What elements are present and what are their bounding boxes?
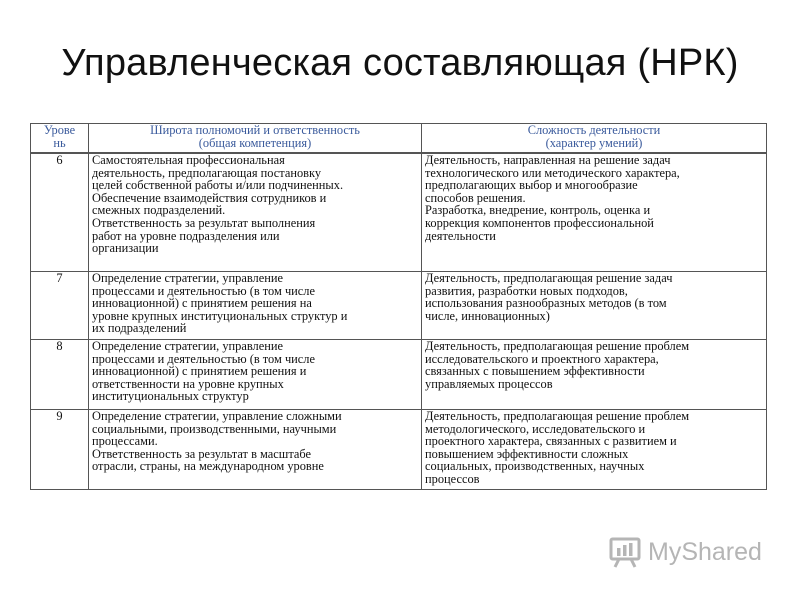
complexity-text-line: Деятельность, направленная на решение задач	[425, 153, 671, 167]
complexity-text-line: использования разнообразных методов (в том	[425, 296, 667, 311]
complexity-cell	[422, 410, 767, 490]
complexity-text-line: методологического, исследовательского и	[425, 421, 646, 436]
breadth-text-line: их подразделений	[92, 321, 187, 336]
complexity-text-line: технологического или методического характера,	[425, 165, 680, 180]
table-row	[31, 272, 767, 340]
complexity-text-line: проектного характера, связанных с развитием и	[425, 434, 677, 449]
complexity-cell	[422, 153, 767, 272]
level-cell: 6	[31, 153, 89, 272]
breadth-text-line: Ответственность за результат в масштабе	[92, 446, 312, 461]
breadth-text-line: ответственности на уровне крупных	[92, 376, 284, 391]
breadth-text-line: Ответственность за результат выполнения	[92, 215, 316, 230]
header-level: Урове нь	[31, 124, 89, 154]
breadth-text-line: Определение стратегии, управление сложными	[92, 409, 342, 423]
level-cell: 7	[31, 272, 89, 340]
complexity-text-line: исследовательского и проектного характера,	[425, 351, 659, 366]
slide-title: Управленческая составляющая (НРК)	[61, 42, 739, 84]
complexity-text-line: предполагающих выбор и многообразие	[425, 178, 638, 193]
breadth-cell	[89, 410, 422, 490]
complexity-cell	[422, 272, 767, 340]
header-breadth: Широта полномочий и ответственность (общая компетенция)	[89, 124, 422, 154]
breadth-text-line: процессами.	[92, 434, 158, 449]
level-cell: 9	[31, 410, 89, 490]
complexity-text-line: процессов	[425, 471, 480, 486]
nrk-table	[30, 123, 767, 490]
complexity-text-line: деятельности	[425, 228, 496, 243]
complexity-text-line: управляемых процессов	[425, 376, 553, 391]
complexity-text-line: Деятельность, предполагающая решение проблем	[425, 409, 690, 423]
breadth-text-line: Определение стратегии, управление	[92, 271, 284, 285]
breadth-text-line: работ на уровне подразделения или	[92, 228, 280, 243]
table-row	[31, 410, 767, 490]
breadth-text-line: инновационной) с принятием решения на	[92, 296, 312, 311]
breadth-text-line: институциональных структур	[92, 389, 249, 404]
table-header-row	[31, 124, 767, 154]
complexity-text-line: социальных, производственных, научных	[425, 459, 645, 474]
presentation-board-icon	[608, 535, 642, 569]
header-complexity: Сложность деятельности (характер умений)	[422, 124, 767, 154]
complexity-text-line: Разработка, внедрение, контроль, оценка и	[425, 203, 651, 218]
complexity-text-line: коррекция компонентов профессиональной	[425, 215, 654, 230]
breadth-cell	[89, 272, 422, 340]
complexity-text-line: Деятельность, предполагающая решение проблем	[425, 339, 690, 353]
breadth-text-line: уровне крупных институциональных структур и	[92, 308, 348, 323]
complexity-text-line: развития, разработки новых подходов,	[425, 283, 628, 298]
breadth-text-line: Обеспечение взаимодействия сотрудников и	[92, 190, 327, 205]
complexity-text-line: связанных с повышением эффективности	[425, 364, 645, 379]
level-cell: 8	[31, 340, 89, 410]
breadth-text-line: процессами и деятельностью (в том числе	[92, 351, 315, 366]
complexity-text-line: способов решения.	[425, 190, 526, 205]
complexity-text-line: числе, инновационных)	[425, 308, 550, 323]
myshared-logo	[608, 535, 762, 569]
breadth-text-line: целей собственной работы и/или подчиненных.	[92, 178, 344, 193]
breadth-cell	[89, 153, 422, 272]
breadth-text-line: Самостоятельная профессиональная	[92, 153, 285, 167]
breadth-text-line: процессами и деятельностью (в том числе	[92, 283, 315, 298]
breadth-text-line: социальными, производственными, научными	[92, 421, 337, 436]
breadth-text-line: Определение стратегии, управление	[92, 339, 284, 353]
breadth-text-line: организации	[92, 241, 159, 256]
logo-text: MyShared	[648, 537, 762, 566]
table-row	[31, 340, 767, 410]
breadth-text-line: отрасли, страны, на международном уровне	[92, 459, 324, 474]
complexity-text-line: повышением эффективности сложных	[425, 446, 629, 461]
breadth-text-line: смежных подразделений.	[92, 203, 226, 218]
complexity-cell	[422, 340, 767, 410]
complexity-text-line: Деятельность, предполагающая решение задач	[425, 271, 673, 285]
breadth-text-line: деятельность, предполагающая постановку	[92, 165, 322, 180]
breadth-cell	[89, 340, 422, 410]
table-row	[31, 153, 767, 272]
breadth-text-line: инновационной) с принятием решения и	[92, 364, 307, 379]
